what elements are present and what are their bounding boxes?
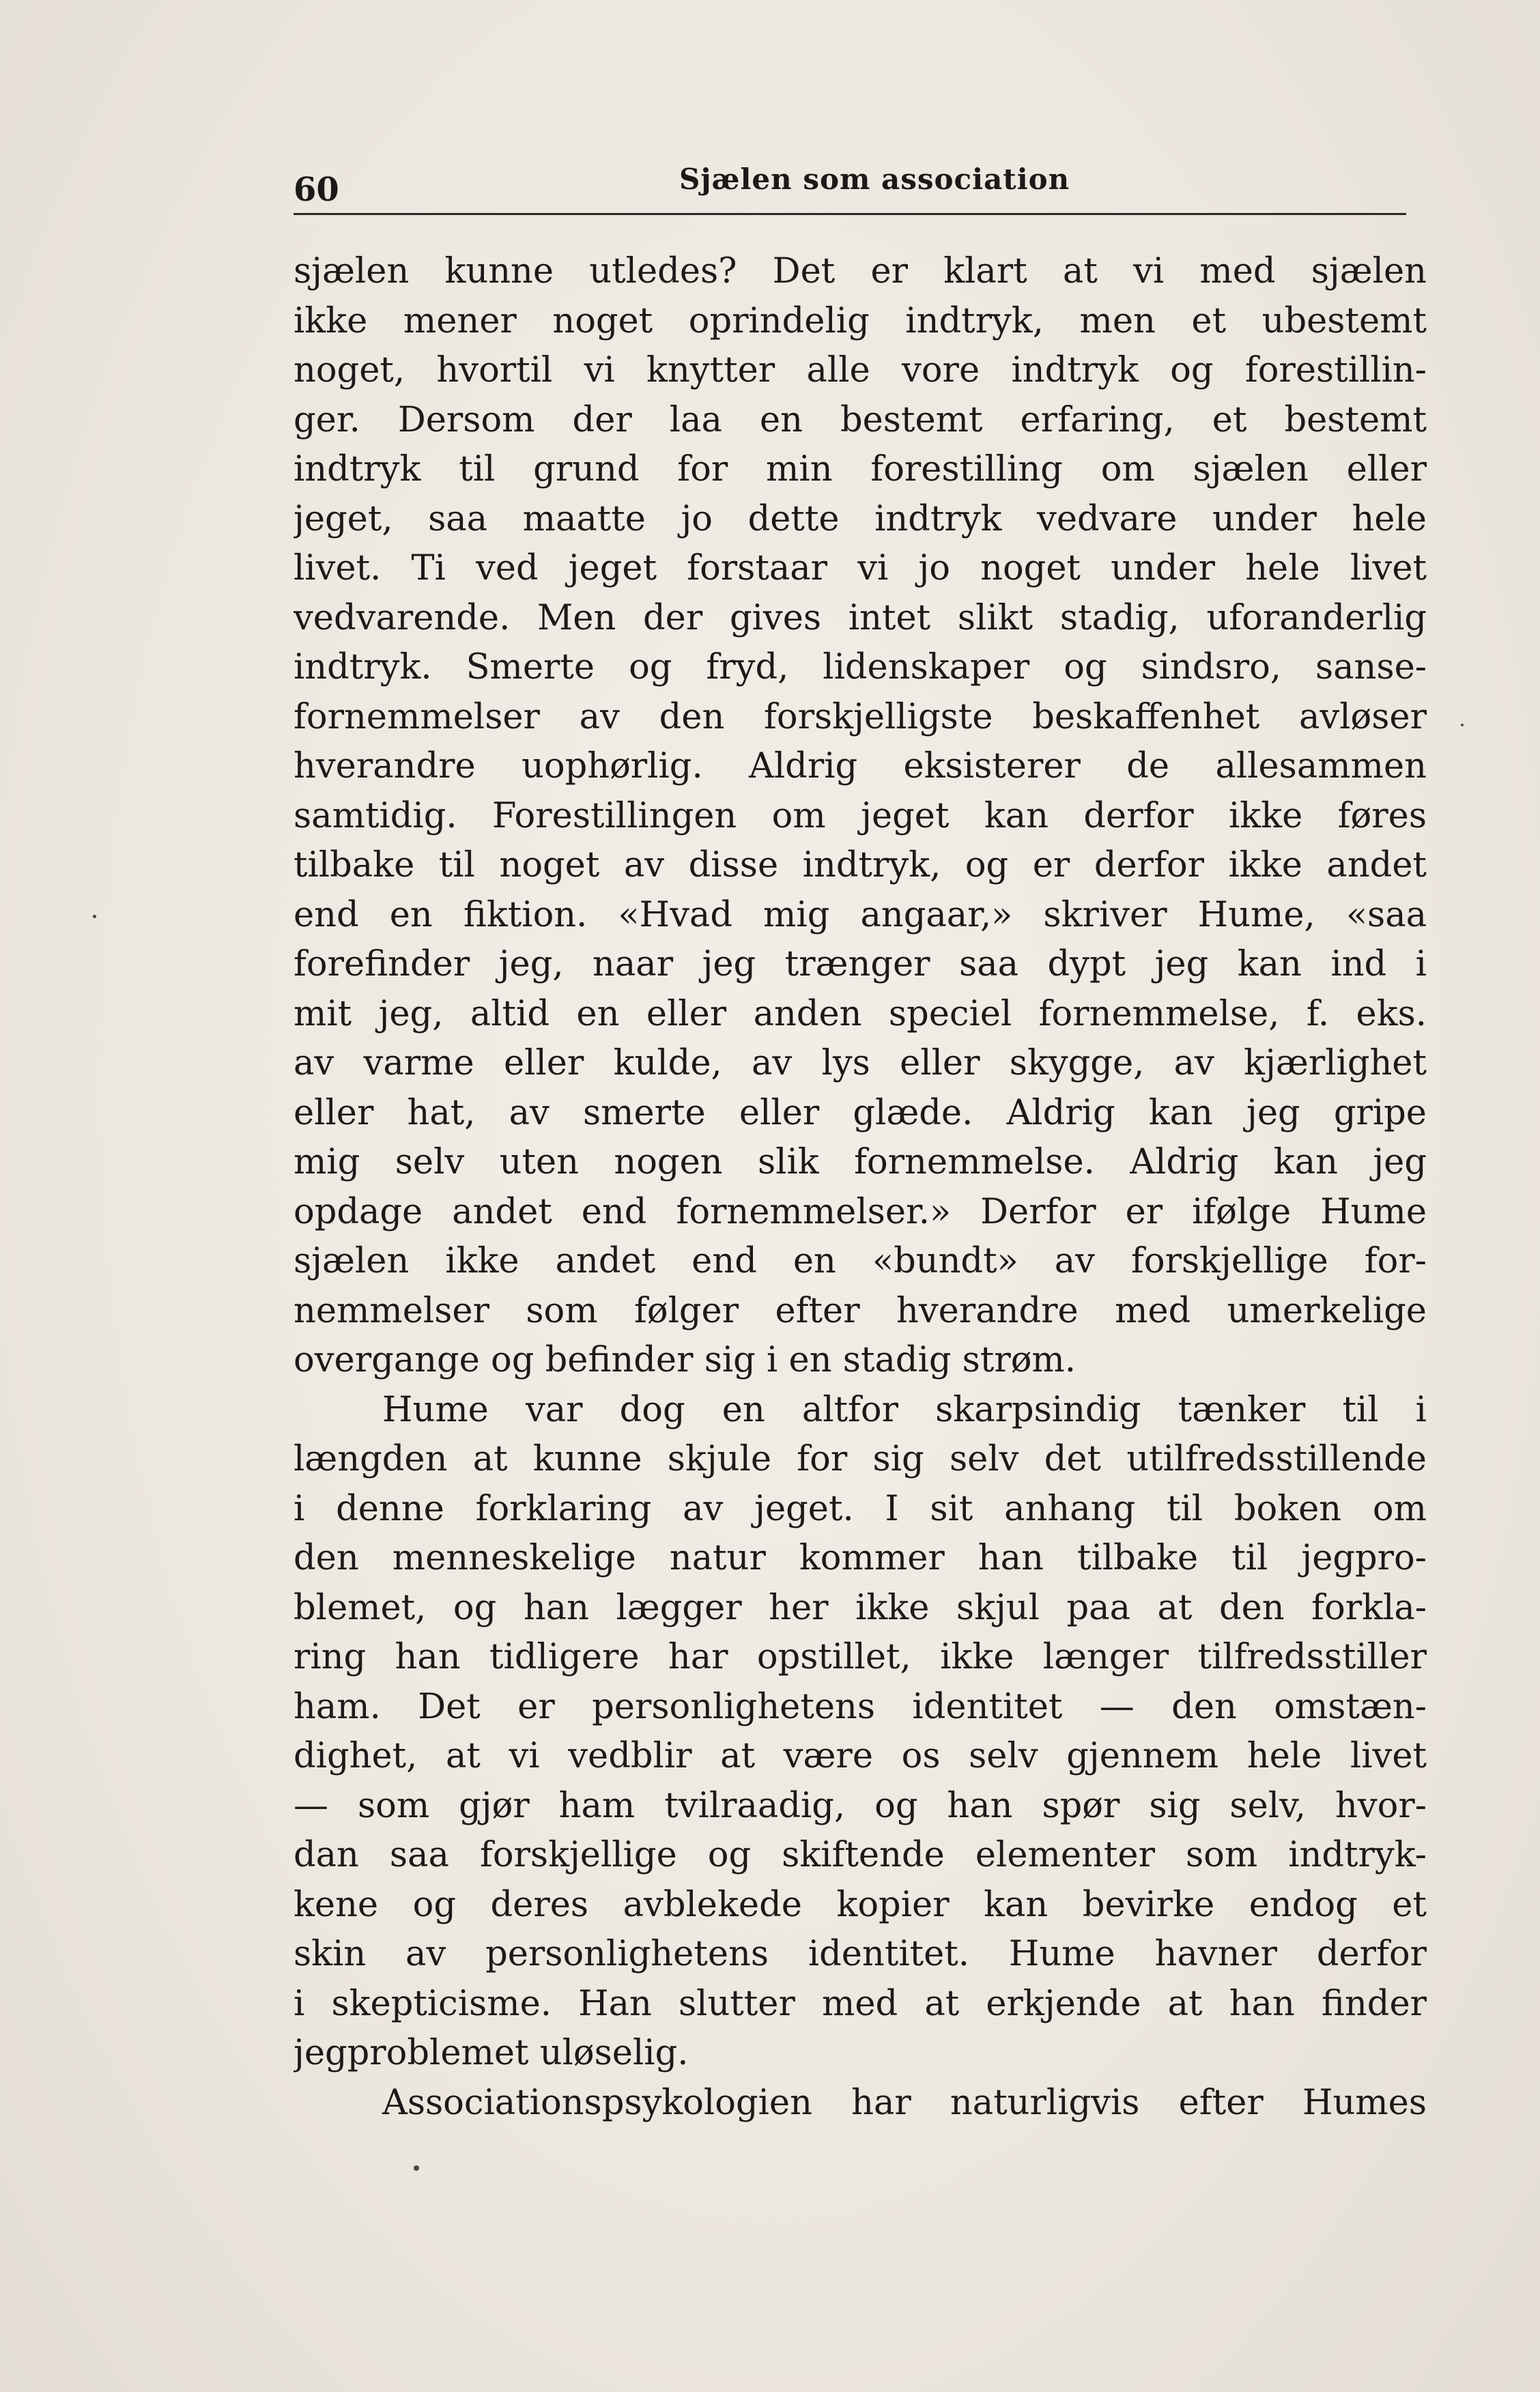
page-number: 60 (294, 171, 339, 209)
text-line: i skepticisme. Han slutter med at erkjende at han finder (294, 1983, 1427, 2024)
text-line: — som gjør ham tvilraadig, og han spør sig selv, hvor- (294, 1785, 1427, 1826)
text-line: jegproblemet uløselig. (294, 2033, 689, 2073)
text-line: kene og deres avblekede kopier kan bevirke endog et (294, 1884, 1427, 1925)
text-line: overgange og befinder sig i en stadig strøm. (294, 1340, 1076, 1380)
text-line: samtidig. Forestillingen om jeget kan derfor ikke føres (294, 795, 1427, 836)
text-line: indtryk. Smerte og fryd, lidenskaper og sindsro, sanse- (294, 647, 1427, 687)
body-text (294, 247, 1427, 2128)
text-line: mit jeg, altid en eller anden speciel fornemmelse, f. eks. (294, 993, 1427, 1034)
text-line: skin av personlighetens identitet. Hume havner derfor (294, 1934, 1427, 1974)
text-line: Associationspsykologien har naturligvis efter Humes (382, 2082, 1427, 2123)
text-line: av varme eller kulde, av lys eller skygge, av kjærlighet (294, 1043, 1427, 1083)
text-line: den menneskelige natur kommer han tilbake til jegpro- (294, 1538, 1427, 1578)
text-line: mig selv uten nogen slik fornemmelse. Aldrig kan jeg (294, 1142, 1427, 1182)
text-line: dighet, at vi vedblir at være os selv gjennem hele livet (294, 1736, 1427, 1776)
text-line: noget, hvortil vi knytter alle vore indtryk og forestillin- (294, 350, 1427, 390)
text-line: blemet, og han lægger her ikke skjul paa at den forkla- (294, 1587, 1427, 1628)
text-line: tilbake til noget av disse indtryk, og er derfor ikke andet (294, 845, 1427, 885)
text-line: i denne forklaring av jeget. I sit anhang til boken om (294, 1488, 1427, 1529)
paper-speck (414, 2165, 419, 2171)
paper-speck (1461, 724, 1464, 726)
text-line: fornemmelser av den forskjelligste beskaffenhet avløser (294, 696, 1427, 737)
running-title: Sjælen som association (679, 162, 1070, 196)
text-line: forefinder jeg, naar jeg trænger saa dypt jeg kan ind i (294, 944, 1427, 984)
text-line: vedvarende. Men der gives intet slikt stadig, uforanderlig (294, 597, 1427, 638)
text-line: end en fiktion. «Hvad mig angaar,» skriver Hume, «saa (294, 894, 1427, 935)
running-header (294, 158, 1406, 215)
text-line: livet. Ti ved jeget forstaar vi jo noget under hele livet (294, 548, 1427, 588)
text-line: nemmelser som følger efter hverandre med umerkelige (294, 1290, 1427, 1331)
text-line: ger. Dersom der laa en bestemt erfaring, et bestemt (294, 399, 1427, 440)
text-line: opdage andet end fornemmelser.» Derfor er ifølge Hume (294, 1191, 1427, 1232)
text-line: hverandre uophørlig. Aldrig eksisterer de allesammen (294, 746, 1427, 786)
text-line: sjælen ikke andet end en «bundt» av forskjellige for- (294, 1241, 1427, 1281)
text-line: ikke mener noget oprindelig indtryk, men et ubestemt (294, 300, 1427, 341)
text-line: ring han tidligere har opstillet, ikke længer tilfredsstiller (294, 1637, 1427, 1677)
text-line: eller hat, av smerte eller glæde. Aldrig kan jeg gripe (294, 1092, 1427, 1133)
paper-speck (93, 915, 96, 918)
text-line: indtryk til grund for min forestilling om sjælen eller (294, 449, 1427, 489)
text-line: ham. Det er personlighetens identitet — den omstæn- (294, 1686, 1427, 1727)
text-line: sjælen kunne utledes? Det er klart at vi med sjælen (294, 251, 1427, 291)
text-line: jeget, saa maatte jo dette indtryk vedvare under hele (294, 498, 1427, 539)
text-line: Hume var dog en altfor skarpsindig tænker til i (382, 1389, 1427, 1430)
text-line: dan saa forskjellige og skiftende elementer som indtryk- (294, 1835, 1427, 1875)
text-line: længden at kunne skjule for sig selv det utilfredsstillende (294, 1439, 1427, 1479)
